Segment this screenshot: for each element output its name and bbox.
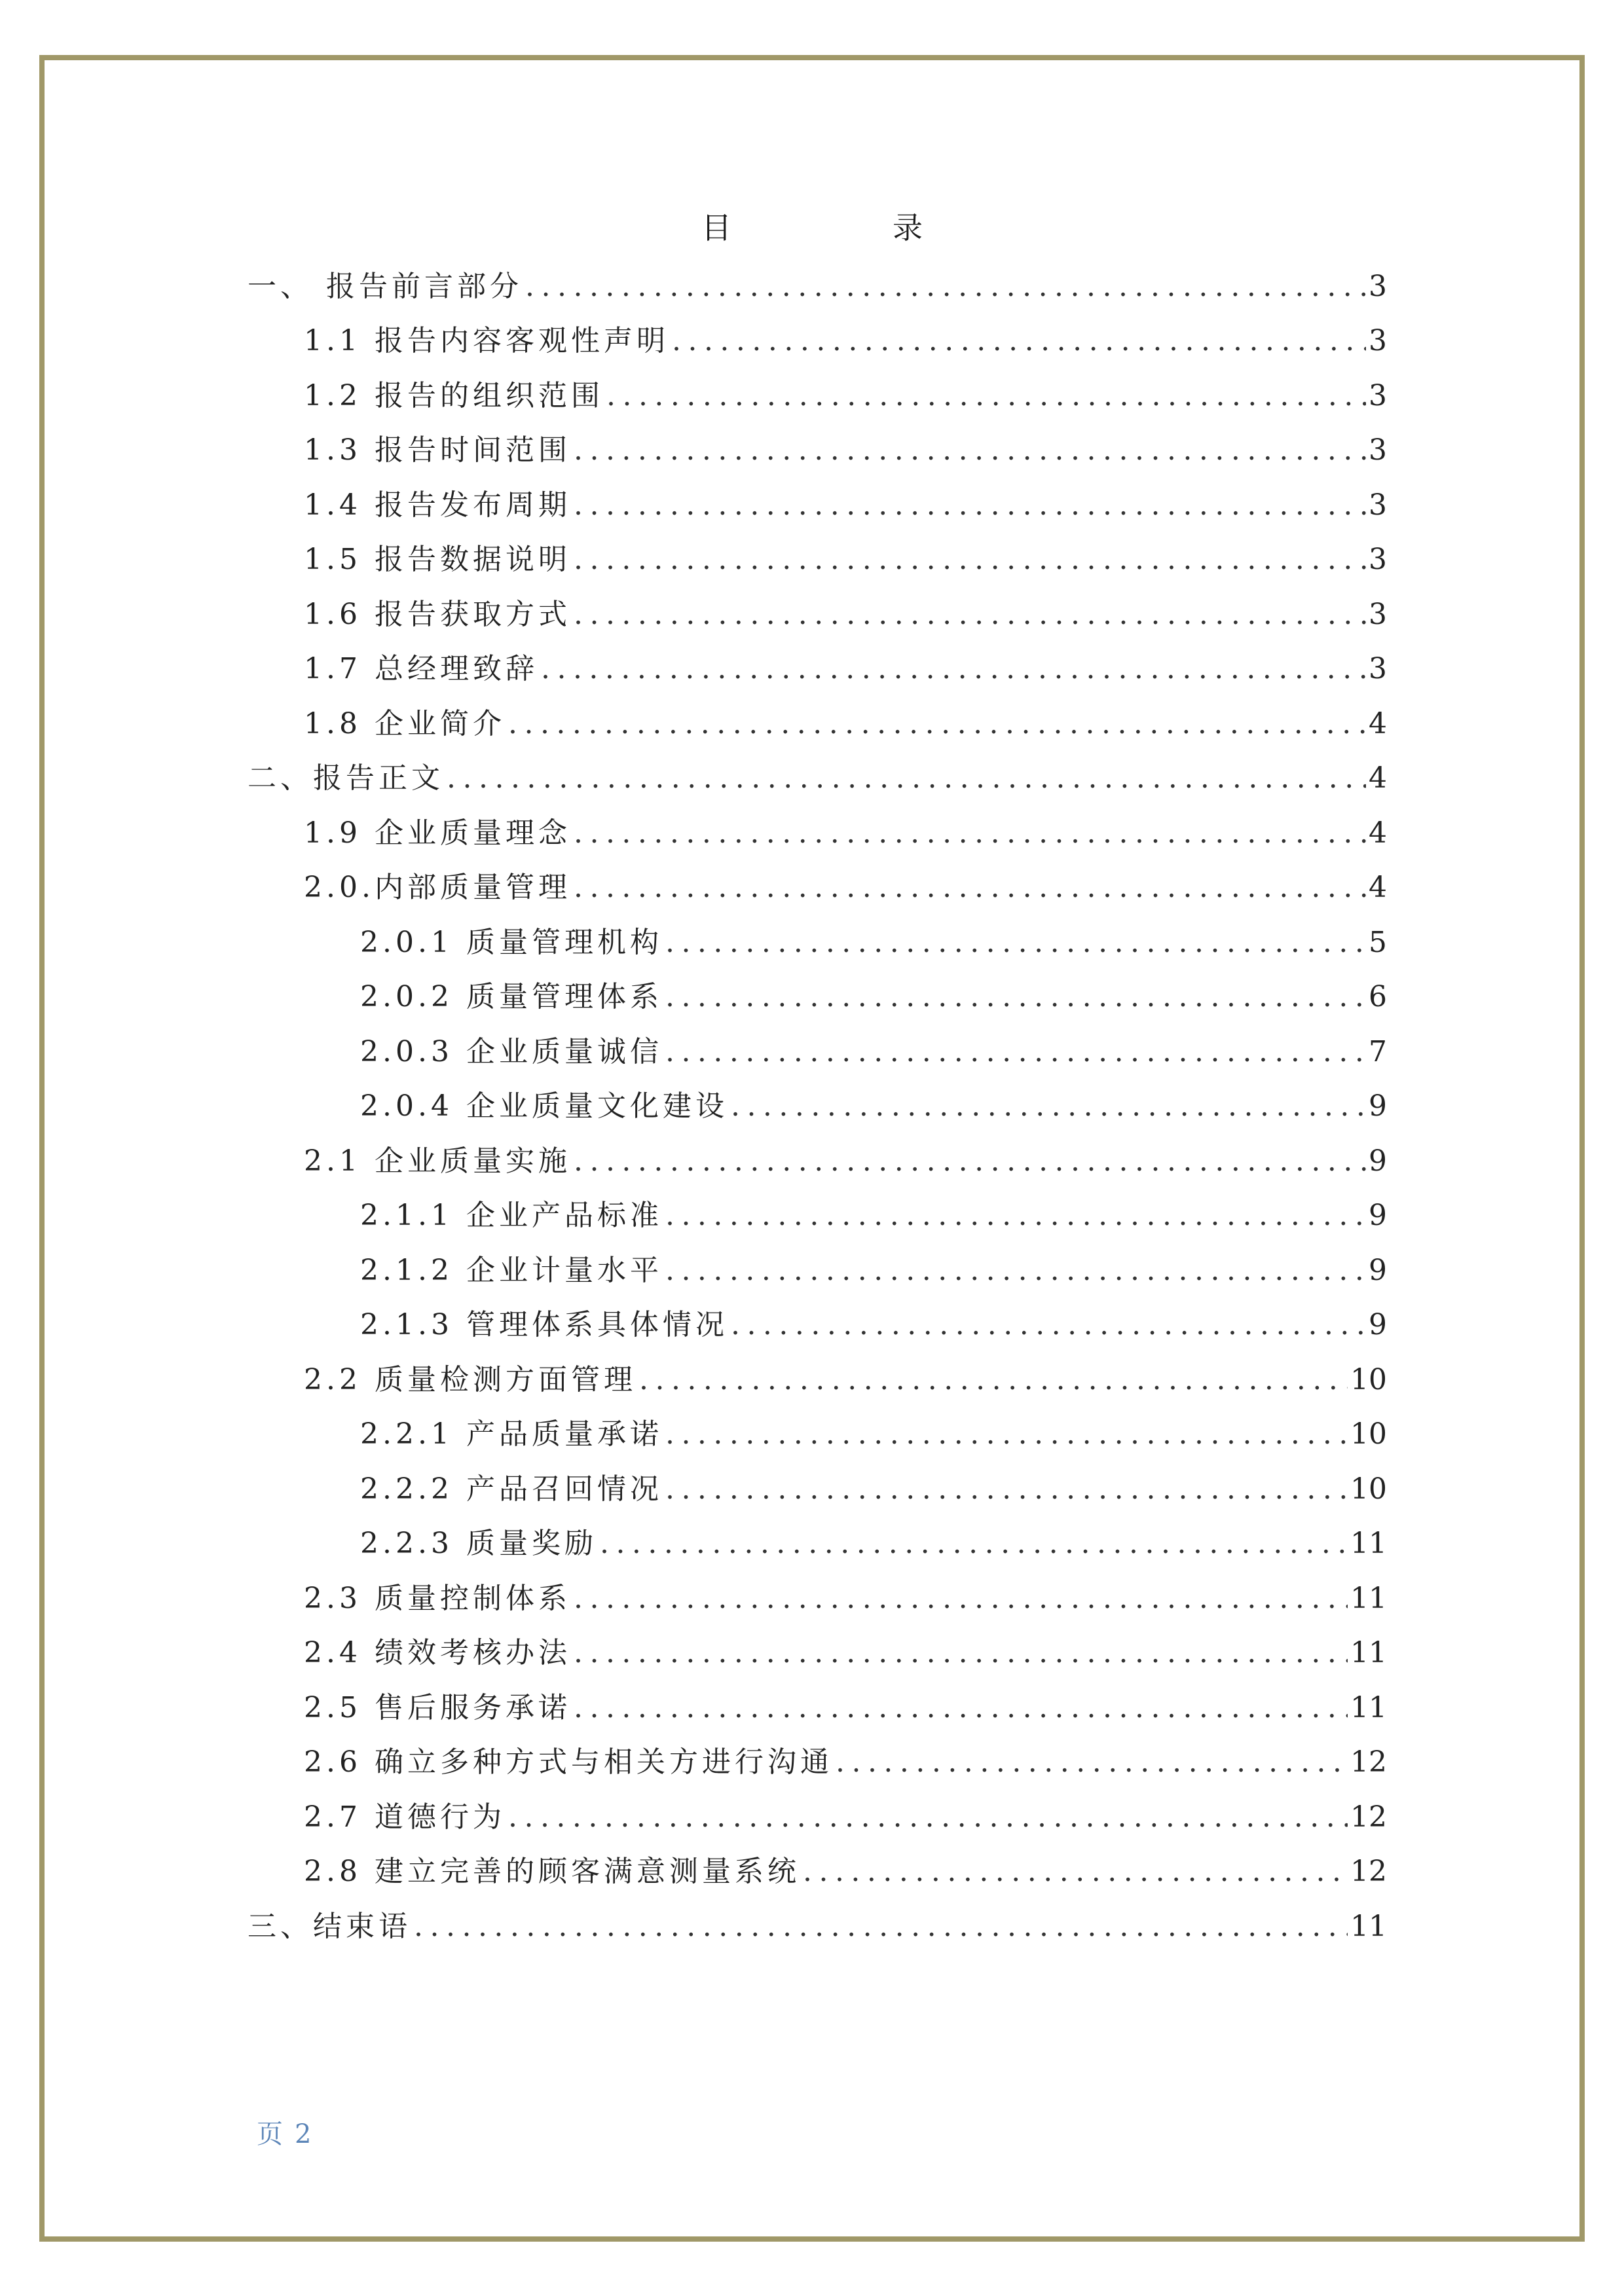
toc-entry-label: 2.1.2 企业计量水平 (360, 1253, 663, 1287)
toc-list (248, 257, 1387, 1952)
toc-entry-label: 2.0.内部质量管理 (304, 871, 571, 904)
toc-leader-dots (574, 1633, 1348, 1678)
toc-entry[interactable] (248, 257, 1387, 312)
toc-entry-label: 2.8 建立完善的顾客满意测量系统 (304, 1855, 800, 1888)
toc-leader-dots (508, 1798, 1348, 1842)
toc-entry-label: 2.5 售后服务承诺 (304, 1690, 571, 1724)
toc-entry[interactable] (248, 1678, 1387, 1733)
toc-entry[interactable] (248, 1296, 1387, 1351)
toc-leader-dots (665, 1032, 1366, 1077)
toc-entry[interactable] (248, 1733, 1387, 1788)
toc-entry[interactable] (248, 1241, 1387, 1296)
toc-entry-label: 2.0.3 企业质量诚信 (360, 1034, 663, 1068)
toc-entry[interactable] (248, 1569, 1387, 1624)
toc-leader-dots (414, 1907, 1348, 1952)
toc-leader-dots (665, 1470, 1348, 1514)
toc-leader-dots (731, 1305, 1366, 1350)
toc-leader-dots (665, 1415, 1348, 1459)
toc-entry-label: 1.9 企业质量理念 (304, 816, 571, 850)
toc-entry-page: 10 (1350, 1472, 1387, 1506)
toc-entry[interactable] (248, 1022, 1387, 1077)
toc-leader-dots (574, 431, 1366, 475)
toc-entry-label: 一、 报告前言部分 (248, 269, 523, 303)
toc-entry-label: 二、报告正文 (248, 761, 444, 795)
toc-entry-label: 2.2.3 质量奖励 (360, 1527, 597, 1560)
toc-entry-label: 2.1 企业质量实施 (304, 1144, 571, 1178)
toc-entry[interactable] (248, 968, 1387, 1023)
toc-leader-dots (665, 923, 1366, 968)
toc-entry[interactable] (248, 585, 1387, 640)
toc-leader-dots (672, 321, 1366, 366)
toc-entry-page: 12 (1350, 1745, 1387, 1779)
toc-entry-label: 2.2.1 产品质量承诺 (360, 1417, 663, 1451)
toc-entry-label: 1.2 报告的组织范围 (304, 378, 604, 412)
toc-entry-page: 12 (1350, 1855, 1387, 1888)
toc-entry-label: 1.4 报告发布周期 (304, 488, 571, 522)
toc-entry[interactable] (248, 913, 1387, 968)
toc-entry[interactable] (248, 1131, 1387, 1186)
toc-leader-dots (574, 868, 1366, 913)
toc-leader-dots (574, 1579, 1348, 1624)
toc-entry[interactable] (248, 1405, 1387, 1460)
toc-leader-dots (525, 267, 1366, 312)
toc-entry-label: 1.6 报告获取方式 (304, 597, 571, 631)
toc-entry-page: 4 (1369, 871, 1387, 904)
toc-entry-page: 4 (1369, 761, 1387, 795)
toc-leader-dots (574, 540, 1366, 585)
toc-entry[interactable] (248, 475, 1387, 530)
toc-entry-page: 11 (1350, 1581, 1387, 1615)
toc-leader-dots (600, 1524, 1348, 1569)
toc-leader-dots (508, 704, 1366, 749)
toc-entry-page: 3 (1369, 597, 1387, 631)
toc-entry[interactable] (248, 1350, 1387, 1405)
toc-entry-page: 6 (1369, 980, 1387, 1013)
toc-entry[interactable] (248, 312, 1387, 367)
toc-entry[interactable] (248, 694, 1387, 749)
toc-entry-page: 3 (1369, 543, 1387, 576)
toc-entry-label: 2.0.1 质量管理机构 (360, 925, 663, 959)
toc-entry-label: 1.5 报告数据说明 (304, 543, 571, 576)
toc-leader-dots (574, 486, 1366, 530)
toc-entry-page: 3 (1369, 488, 1387, 522)
toc-entry[interactable] (248, 1787, 1387, 1842)
toc-entry-label: 2.1.3 管理体系具体情况 (360, 1308, 728, 1341)
toc-entry[interactable] (248, 858, 1387, 913)
toc-entry-label: 2.0.4 企业质量文化建设 (360, 1089, 728, 1123)
toc-entry-label: 2.1.1 企业产品标准 (360, 1199, 663, 1232)
toc-entry-page: 11 (1350, 1909, 1387, 1943)
toc-entry-page: 3 (1369, 433, 1387, 467)
toc-entry[interactable] (248, 366, 1387, 421)
toc-entry-page: 3 (1369, 378, 1387, 412)
toc-entry-page: 7 (1369, 1034, 1387, 1068)
toc-entry-page: 9 (1369, 1253, 1387, 1287)
toc-entry-label: 2.0.2 质量管理体系 (360, 980, 663, 1013)
toc-entry-page: 4 (1369, 816, 1387, 850)
toc-entry[interactable] (248, 1624, 1387, 1679)
toc-leader-dots (606, 376, 1366, 421)
toc-entry[interactable] (248, 640, 1387, 695)
toc-entry[interactable] (248, 1842, 1387, 1897)
toc-entry[interactable] (248, 1186, 1387, 1241)
toc-leader-dots (665, 1196, 1366, 1241)
toc-entry-page: 3 (1369, 324, 1387, 357)
toc-entry-label: 1.7 总经理致辞 (304, 652, 538, 685)
toc-entry-page: 4 (1369, 706, 1387, 740)
toc-leader-dots (574, 814, 1366, 858)
toc-entry-label: 2.3 质量控制体系 (304, 1581, 571, 1615)
toc-entry-page: 5 (1369, 925, 1387, 959)
toc-entry-label: 2.2.2 产品召回情况 (360, 1472, 663, 1506)
toc-entry-page: 9 (1369, 1199, 1387, 1232)
toc-entry-label: 1.8 企业简介 (304, 706, 506, 740)
toc-entry-page: 10 (1350, 1362, 1387, 1396)
toc-entry-label: 2.4 绩效考核办法 (304, 1636, 571, 1669)
toc-leader-dots (665, 1251, 1366, 1296)
toc-entry-label: 2.7 道德行为 (304, 1800, 506, 1834)
toc-entry[interactable] (248, 749, 1387, 804)
toc-entry-label: 2.2 质量检测方面管理 (304, 1362, 637, 1396)
toc-leader-dots (574, 1142, 1366, 1186)
toc-entry-page: 3 (1369, 269, 1387, 303)
footer-page-number (257, 2116, 323, 2153)
footer-page-value: 2 (295, 2119, 313, 2149)
toc-entry[interactable] (248, 421, 1387, 476)
toc-entry[interactable] (248, 1459, 1387, 1514)
toc-entry-page: 9 (1369, 1089, 1387, 1123)
toc-leader-dots (803, 1852, 1348, 1897)
toc-entry-page: 3 (1369, 652, 1387, 685)
toc-entry[interactable] (248, 803, 1387, 858)
toc-entry[interactable] (248, 1514, 1387, 1569)
toc-leader-dots (731, 1087, 1366, 1131)
toc-leader-dots (639, 1360, 1348, 1405)
toc-leader-dots (574, 1688, 1348, 1733)
toc-entry-page: 10 (1350, 1417, 1387, 1451)
toc-entry[interactable] (248, 1897, 1387, 1952)
toc-entry-page: 11 (1350, 1690, 1387, 1724)
toc-title: 目 录 (701, 210, 988, 246)
toc-entry-page: 9 (1369, 1308, 1387, 1341)
toc-leader-dots (541, 649, 1366, 694)
toc-leader-dots (447, 759, 1366, 803)
toc-entry[interactable] (248, 1077, 1387, 1132)
toc-entry-page: 11 (1350, 1636, 1387, 1669)
toc-entry-label: 三、结束语 (248, 1909, 411, 1943)
toc-entry-page: 11 (1350, 1527, 1387, 1560)
toc-leader-dots (574, 595, 1366, 640)
toc-entry[interactable] (248, 530, 1387, 585)
toc-entry-label: 1.3 报告时间范围 (304, 433, 571, 467)
toc-leader-dots (665, 977, 1366, 1022)
toc-entry-label: 1.1 报告内容客观性声明 (304, 324, 669, 357)
toc-entry-label: 2.6 确立多种方式与相关方进行沟通 (304, 1745, 833, 1779)
toc-entry-page: 12 (1350, 1800, 1387, 1834)
toc-entry-page: 9 (1369, 1144, 1387, 1178)
footer-page-prefix: 页 (257, 2119, 284, 2149)
toc-leader-dots (836, 1743, 1348, 1787)
